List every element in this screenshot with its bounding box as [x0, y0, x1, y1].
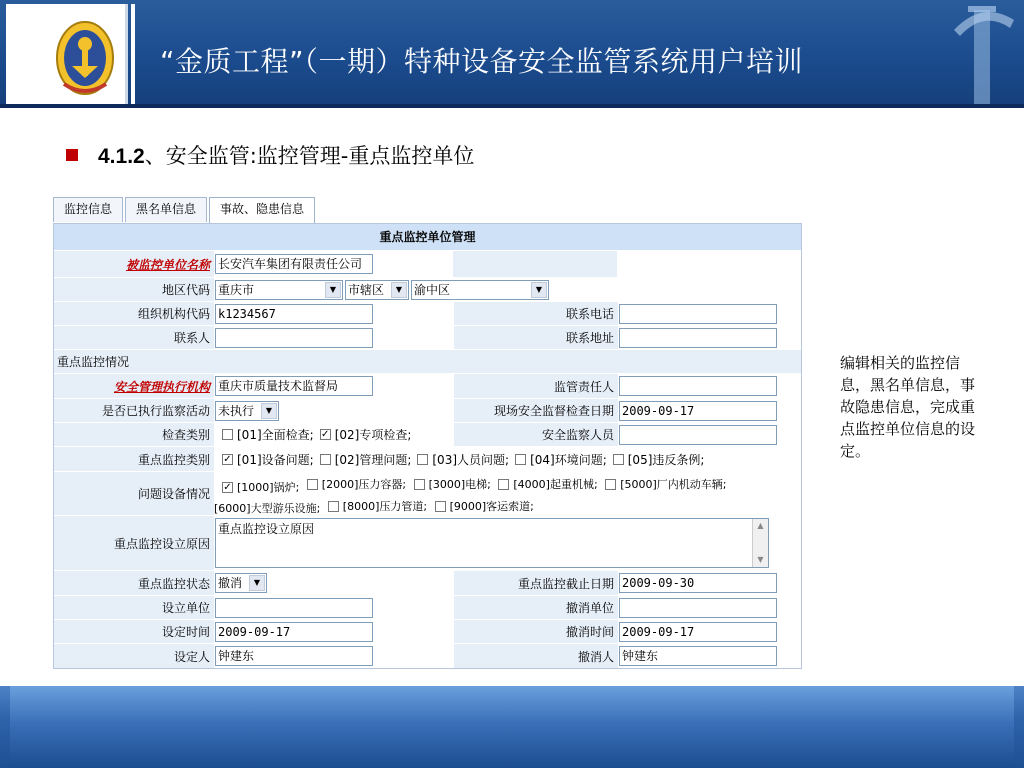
- county-select-value: 渝中区: [414, 282, 451, 297]
- form-row: [54, 516, 801, 571]
- monitor-type-label: 重点监控类别: [137, 452, 210, 467]
- inspector-input[interactable]: [619, 425, 777, 445]
- end-date-input[interactable]: 2009-09-30: [619, 573, 777, 593]
- unit-name-label: 被监控单位名称: [125, 257, 210, 272]
- equipment-option[interactable]: [8000]压力管道;: [328, 497, 427, 515]
- status-label: 重点监控状态: [137, 576, 210, 591]
- org-code-input[interactable]: k1234567: [215, 304, 373, 324]
- equipment-option[interactable]: [4000]起重机械;: [498, 475, 597, 494]
- checkbox[interactable]: [417, 454, 428, 465]
- scroll-up-icon[interactable]: ▲: [757, 521, 764, 530]
- form-row: [54, 399, 801, 423]
- chevron-down-icon: ▼: [249, 575, 265, 591]
- county-select[interactable]: [411, 280, 549, 300]
- monitor-type-option[interactable]: [03]人员问题;: [417, 451, 509, 468]
- agency-input[interactable]: 重庆市质量技术监督局: [215, 376, 373, 396]
- end-date-label: 重点监控截止日期: [517, 576, 614, 591]
- page-title: “金质工程”（一期）特种设备安全监管系统用户培训: [160, 45, 804, 78]
- side-note: 编辑相关的监控信息，黑名单信息，事故隐患信息，完成重点监控单位信息的设定。: [840, 354, 976, 460]
- banner-bottom-line: [0, 104, 1024, 108]
- check-type-label: 检查类别: [161, 428, 210, 442]
- banner-separator: [131, 4, 135, 104]
- checkbox-checked[interactable]: ✓: [223, 482, 232, 493]
- checkbox-checked[interactable]: ✓: [223, 453, 232, 465]
- key-monitor-form: [53, 223, 802, 669]
- status-select[interactable]: [215, 573, 267, 593]
- cancel-person-label: 撤消人: [577, 649, 614, 664]
- checkbox[interactable]: [435, 501, 446, 512]
- tab-strip: [53, 197, 317, 223]
- agency-label: 安全管理执行机构: [113, 379, 210, 394]
- phone-input[interactable]: [619, 304, 777, 324]
- equipment-option[interactable]: [3000]电梯;: [414, 475, 491, 494]
- region-label: 地区代码: [161, 283, 210, 297]
- set-time-input[interactable]: 2009-09-17: [215, 622, 373, 642]
- chevron-down-icon: ▼: [391, 282, 407, 298]
- status-select-value: 撤消: [218, 576, 243, 590]
- checkbox[interactable]: [222, 429, 233, 440]
- equipment-option[interactable]: [5000]厂内机动车辆;: [605, 475, 726, 494]
- supervisor-label: 监管责任人: [553, 379, 614, 394]
- checkbox[interactable]: [515, 454, 526, 465]
- bullet-square-icon: [66, 149, 78, 161]
- form-row: [54, 644, 801, 668]
- form-row: [54, 472, 801, 516]
- executed-select-value: 未执行: [218, 403, 255, 418]
- checkbox[interactable]: [307, 479, 318, 490]
- inspect-date-input[interactable]: 2009-09-17: [619, 401, 777, 421]
- check-type-option[interactable]: ✓ [02]专项检查;: [320, 428, 412, 442]
- monitor-type-option[interactable]: [02]管理问题;: [320, 451, 412, 468]
- chevron-down-icon: ▼: [531, 282, 547, 298]
- checkbox[interactable]: [414, 479, 425, 490]
- form-row: [54, 423, 801, 447]
- contact-input[interactable]: [215, 328, 373, 348]
- equipment-option[interactable]: [2000]压力容器;: [307, 475, 406, 494]
- equipment-option[interactable]: [9000]客运索道;: [435, 497, 534, 515]
- monitor-type-option[interactable]: [05]违反条例;: [613, 451, 705, 468]
- scroll-down-icon[interactable]: ▼: [757, 555, 764, 564]
- form-row: [54, 374, 801, 399]
- bottom-banner: [0, 686, 1024, 768]
- chevron-down-icon: ▼: [261, 403, 277, 419]
- monitor-type-option[interactable]: ✓ [01]设备问题;: [223, 452, 314, 467]
- contact-label: 联系人: [173, 331, 210, 345]
- form-row: [54, 596, 801, 620]
- aqsiq-emblem-icon: [54, 14, 116, 100]
- section-heading-text: 、安全监管:监控管理-重点监控单位: [144, 144, 475, 168]
- equipment-label: 问题设备情况: [137, 487, 210, 501]
- cancel-time-input[interactable]: 2009-09-17: [619, 622, 777, 642]
- form-row: [54, 251, 801, 278]
- checkbox[interactable]: [613, 454, 624, 465]
- bottom-banner-inner: [10, 686, 1014, 768]
- monitor-section-title: 重点监控情况: [54, 350, 801, 374]
- set-unit-input[interactable]: [215, 598, 373, 618]
- checkbox[interactable]: [328, 501, 339, 512]
- emblem-panel: [6, 4, 128, 104]
- reason-label: 重点监控设立原因: [113, 536, 210, 551]
- cancel-time-label: 撤消时间: [565, 625, 614, 639]
- form-title: 重点监控单位管理: [54, 224, 801, 251]
- top-banner: [0, 0, 1024, 108]
- form-row: [54, 278, 801, 302]
- check-type-option[interactable]: [01]全面检查;: [222, 426, 314, 443]
- set-person-label: 设定人: [173, 649, 210, 664]
- form-row: [54, 571, 801, 596]
- equipment-option[interactable]: ✓ [1000]锅炉;: [223, 481, 300, 494]
- reason-textarea[interactable]: [215, 518, 769, 568]
- cancel-unit-label: 撤消单位: [565, 601, 614, 615]
- cancel-person-input[interactable]: 钟建东: [619, 646, 777, 666]
- district-select[interactable]: [345, 280, 409, 300]
- form-row: [54, 447, 801, 472]
- executed-label: 是否已执行监察活动: [101, 404, 210, 418]
- city-select[interactable]: [215, 280, 343, 300]
- form-row: [54, 620, 801, 644]
- cancel-unit-input[interactable]: [619, 598, 777, 618]
- unit-name-input[interactable]: 长安汽车集团有限责任公司: [215, 254, 373, 274]
- set-unit-label: 设立单位: [161, 601, 210, 615]
- reason-text: 重点监控设立原因: [218, 522, 315, 536]
- checkbox[interactable]: [498, 479, 509, 490]
- pillar-decoration-icon: [914, 0, 1024, 104]
- set-person-input[interactable]: 钟建东: [215, 646, 373, 666]
- checkbox[interactable]: [605, 479, 616, 490]
- scrollbar[interactable]: [752, 519, 768, 567]
- section-heading: [66, 140, 474, 170]
- address-label: 联系地址: [565, 331, 614, 345]
- phone-label: 联系电话: [565, 307, 614, 321]
- monitor-type-option[interactable]: [04]环境问题;: [515, 451, 607, 468]
- district-select-value: 市辖区: [348, 282, 385, 297]
- section-number: 4.1.2: [98, 145, 145, 168]
- set-time-label: 设定时间: [161, 625, 210, 639]
- form-row: [54, 326, 801, 350]
- tab-monitor-info[interactable]: 监控信息: [53, 197, 123, 222]
- supervisor-input[interactable]: [619, 376, 777, 396]
- city-select-value: 重庆市: [218, 282, 255, 297]
- chevron-down-icon: ▼: [325, 282, 341, 298]
- tab-accident-info[interactable]: 事故、隐患信息: [209, 197, 315, 224]
- inspector-label: 安全监察人员: [541, 428, 614, 442]
- org-code-label: 组织机构代码: [137, 307, 210, 321]
- equipment-option[interactable]: [6000]大型游乐设施;: [214, 502, 321, 515]
- checkbox[interactable]: [320, 454, 331, 465]
- form-row: [54, 302, 801, 326]
- checkbox-checked[interactable]: ✓: [320, 429, 330, 440]
- tab-blacklist-info[interactable]: 黑名单信息: [125, 197, 207, 222]
- inspect-date-label: 现场安全监督检查日期: [493, 404, 614, 418]
- address-input[interactable]: [619, 328, 777, 348]
- executed-select[interactable]: [215, 401, 279, 421]
